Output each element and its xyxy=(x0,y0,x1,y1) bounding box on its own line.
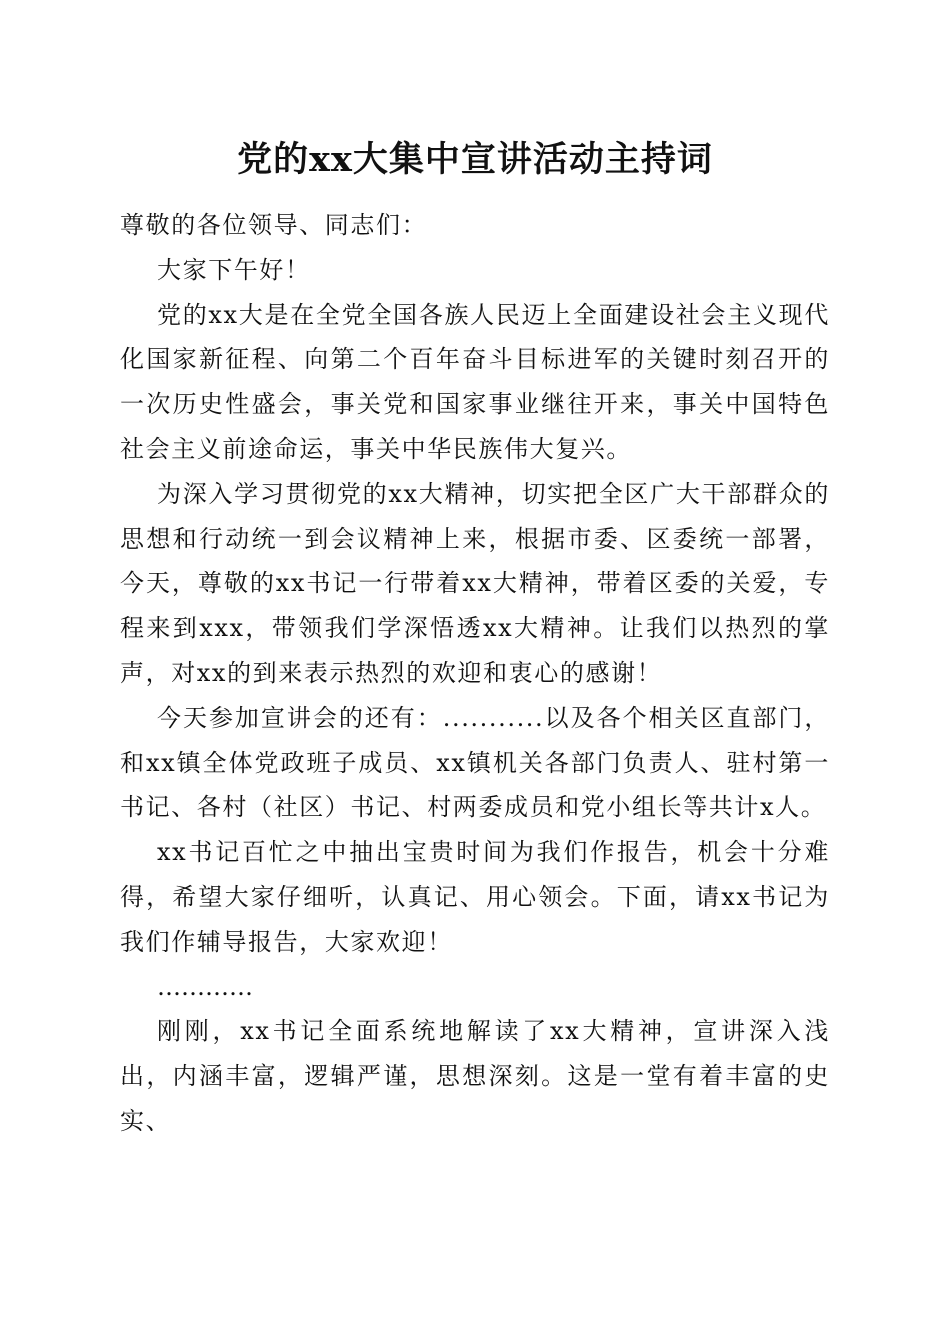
paragraph-attendees: 今天参加宣讲会的还有：...........以及各个相关区直部门，和xx镇全体党政班子成员、xx镇机关各部门负责人、驻村第一书记、各村（社区）书记、村两委成员和党小组长等共计x人。 xyxy=(120,703,830,822)
paragraph-summary: 刚刚，xx书记全面系统地解读了xx大精神，宣讲深入浅出，内涵丰富，逻辑严谨，思想深刻。这是一堂有着丰富的史实、 xyxy=(120,1017,830,1135)
salutation: 尊敬的各位领导、同志们： xyxy=(120,211,428,239)
paragraph-ellipsis: ………… xyxy=(157,972,253,1001)
paragraph-congress-significance: 党的xx大是在全党全国各族人民迈上全面建设社会主义现代化国家新征程、向第二个百年奋斗目标进军的关键时刻召开的一次历史性盛会，事关党和国家事业继往开来，事关中国特色社会主义前途命运，事关中华民族伟大复兴。 xyxy=(120,300,830,463)
document-body xyxy=(120,203,830,1144)
paragraph-greeting: 大家下午好！ xyxy=(157,255,311,284)
paragraph-invite-report: xx书记百忙之中抽出宝贵时间为我们作报告，机会十分难得，希望大家仔细听，认真记、用心领会。下面，请xx书记为我们作辅导报告，大家欢迎！ xyxy=(120,838,830,956)
document-title: 党的xx大集中宣讲活动主持词 xyxy=(237,139,713,180)
paragraph-welcome-secretary: 为深入学习贯彻党的xx大精神，切实把全区广大干部群众的思想和行动统一到会议精神上来，根据市委、区委统一部署，今天，尊敬的xx书记一行带着xx大精神，带着区委的关爱，专程来到xxx，带领我们学深悟透xx大精神。让我们以热烈的掌声，对xx的到来表示热烈的欢迎和衷心的感谢！ xyxy=(120,479,830,687)
